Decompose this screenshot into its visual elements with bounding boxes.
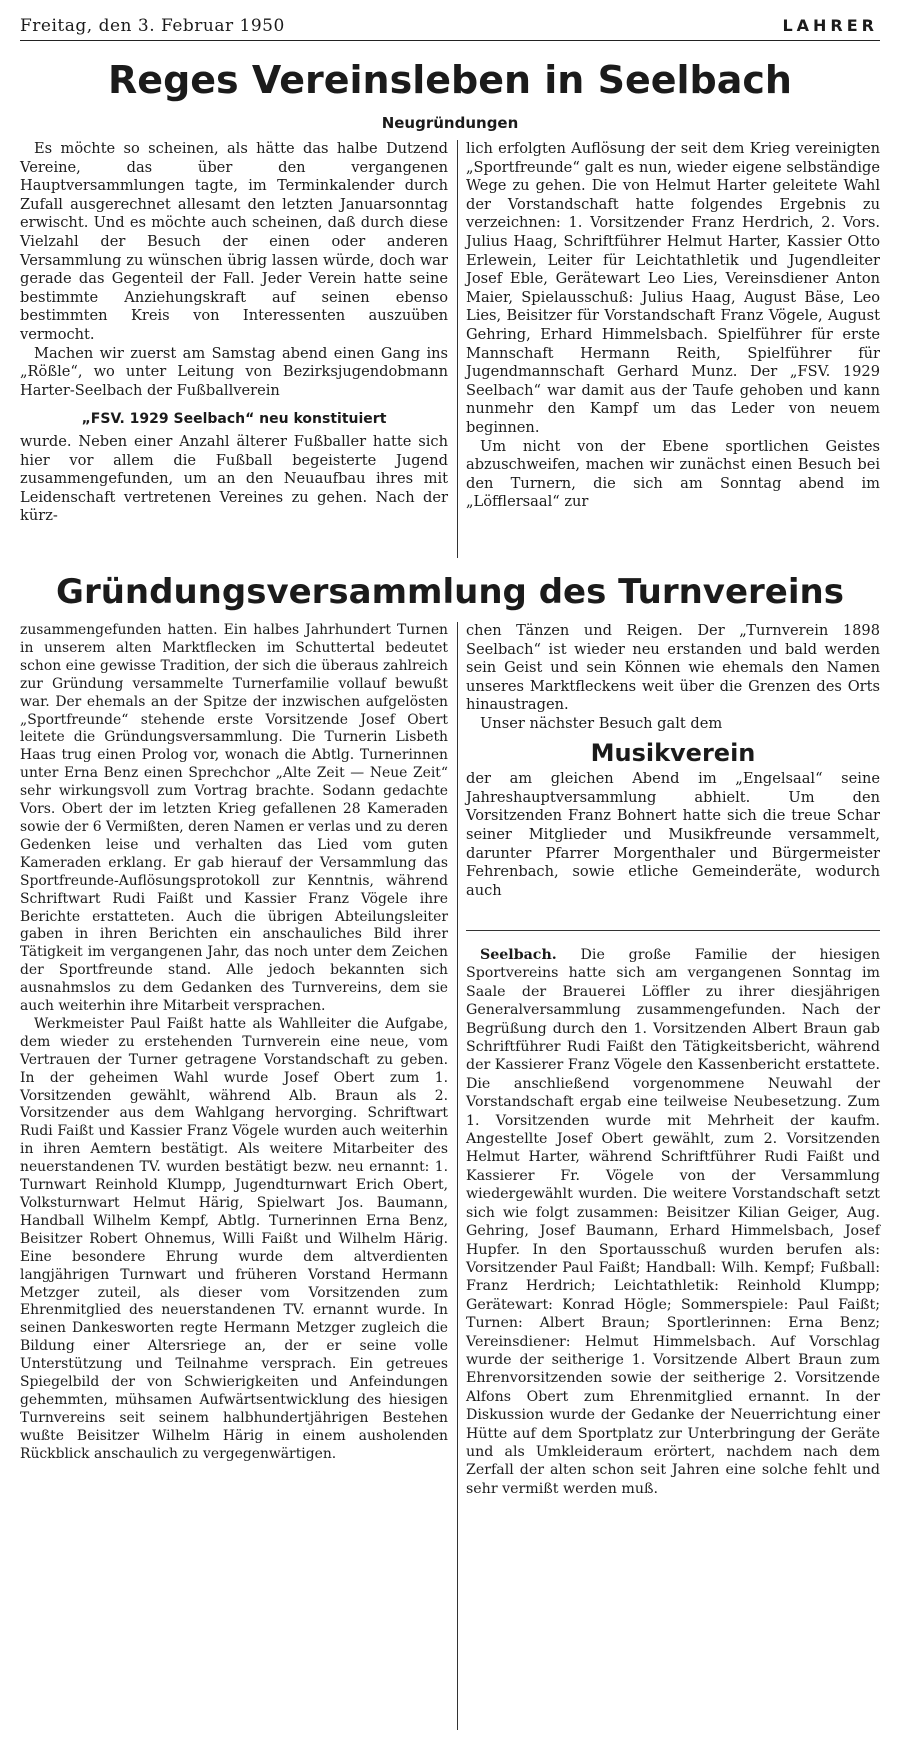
paragraph: chen Tänzen und Reigen. Der „Turnverein 1898 Seelbach“ ist wieder neu erstanden und bald werden sein Geist und sein Können wie ehemals den Namen unseres Marktfleckens weit über die Grenzen des Orts hinaustragen. [466,622,880,714]
article-divider [466,930,880,931]
article3-text: Die große Familie der hiesigen Sportvereins hatte sich am vergangenen Sonntag im Saale der Brauerei Löffler zu ihrer diesjährigen Generalversammlung zusammengefunden. Nach der Begrüßung durch den 1. Vorsitzenden Albert Braun gab Schriftführer Rudi Faißt den Tätigkeitsbericht, während der Kassierer Franz Vögele den Kassenbericht erstattete. Die anschließend vorgenommene Neuwahl der Vorstandschaft ergab eine teilweise Neubesetzung. Zum 1. Vorsitzenden wurde mit Mehrheit der kaufm. Angestellte Josef Obert gewählt, zum 2. Vorsitzenden Helmut Harter, während Schriftführer Rudi Faißt und Kassierer Fr. Vögele von der Versammlung wiedergewählt wurden. Die weitere Vorstandschaft setzt sich wie folgt zusammen: Beisitzer Kilian Geiger, Aug. Gehring, Josef Baumann, Erhard Himmelsbach, Josef Hupfer. In den Sportausschuß wurden berufen als: Vorsitzender Paul Faißt; Handball: Wilh. Kempf; Fußball: Franz Herdrich; Leichtathletik: Reinhold Klumpp; Gerätewart: Konrad Högle; Sommerspiele: Paul Faißt; Turnen: Albert Braun; Sportlerinnen: Erna Benz; Vereinsdiener: Helmut Himmelsbach. Auf Vorschlag wurde der seitherige 1. Vorsitzende Albert Braun zum Ehrenvorsitzenden sowie der seitherige 2. Vorsitzende Alfons Obert zum Ehrenmitglied ernannt. In der Diskussion wurde der Gedanke der Neuerrichtung einer Hütte auf dem Sportplatz zur Unterbringung der Geräte und als Umkleideraum erörtert, nachdem nach dem Zerfall der alten schon seit Jahren eine solche fehlt und sehr vermißt werden muß. [466,947,880,1497]
header-rule [20,40,880,41]
paragraph [466,946,880,1498]
paragraph: zusammengefunden hatten. Ein halbes Jahrhundert Turnen in unserem alten Marktflecken im Schuttertal bedeutet schon eine gewisse Tradition, der sich die überaus zahlreich zur Gründung versammelte Turnerfamilie vollauf bewußt war. Der ehemals an der Spitze der inzwischen aufgelösten „Sportfreunde“ stehende erste Vorsitzende Josef Obert leitete die Gründungsversammlung. Die Turnerin Lisbeth Haas trug einen Prolog vor, wonach die Abtlg. Turnerinnen unter Erna Benz einen Sprechchor „Alte Zeit — Neue Zeit“ sehr wirkungsvoll zum Vortrag brachte. Sodann gedachte Vors. Obert der im letzten Krieg gefallenen 28 Kameraden sowie der 6 Vermißten, deren Namen er verlas und zu deren Gedenken leise und verhalten das Lied vom guten Kameraden erklang. Er gab hierauf der Versammlung das Sportfreunde-Auflösungsprotokoll zur Kenntnis, während Schriftwart Rudi Faißt und Kassier Franz Vögele ihre Berichte erstatteten. Auch die übrigen Abteilungsleiter gaben in ihren Berichten ein anschauliches Bild ihrer Tätigkeit im vergangenen Jahr, das noch unter dem Zeichen der Sportfreunde stand. Alle jedoch bekannten sich ausnahmslos zu dem Gedanken des Turnvereins, dem sie auch weiterhin ihre Mitarbeit versprachen. [20,622,448,1015]
paragraph: Um nicht von der Ebene sportlichen Geistes abzuschweifen, machen wir zunächst einen Besuch bei den Turnern, die sich am Sonntag abend im „Löfflersaal“ zur [466,437,880,511]
article1-right-column [466,140,880,512]
headline-vereinsleben: Reges Vereinsleben in Seelbach [108,58,792,102]
article2-right-column [466,622,880,900]
paragraph: Es möchte so scheinen, als hätte das halbe Dutzend Vereine, das über den vergangenen Hauptversammlungen tagte, im Terminkalender durch Zufall ausgerechnet allesamt den letzten Januarsonntag erwischt. Und es möchte auch scheinen, daß durch diese Vielzahl der Besuch der einen oder anderen Versammlung zu wünschen übrig lassen würde, doch war gerade das Gegenteil der Fall. Jeder Verein hatte seine bestimmte Anziehungskraft auf seinen ebenso bestimmten Kreis von Interessenten auszuüben vermocht. [20,140,448,343]
dateline: Seelbach. [480,947,557,963]
article3-column [466,946,880,1498]
page-header [20,14,878,36]
headline-turnverein: Gründungsversammlung des Turnvereins [56,572,844,612]
paragraph: lich erfolgten Auflösung der seit dem Krieg vereinigten „Sportfreunde“ galt es nun, wieder eigene selbständige Wege zu gehen. Die von Helmut Harter geleitete Wahl der Vorstandschaft hatte folgendes Ergebnis zu verzeichnen: 1. Vorsitzender Franz Herdrich, 2. Vors. Julius Haag, Schriftführer Helmut Harter, Kassier Otto Erlewein, Leiter für Leichtathletik und Jugendleiter Josef Eble, Gerätewart Leo Lies, Vereinsdiener Anton Maier, Spielausschuß: Julius Haag, August Bäse, Leo Lies, Beisitzer für Vorstandschaft Franz Vögele, August Gehring, Erhard Himmelsbach. Spielführer für erste Mannschaft Hermann Reith, Spielführer für Jugendmannschaft Gerhard Munz. Der „FSV. 1929 Seelbach“ war damit aus der Taufe gehoben und kann nunmehr den Kampf um das Leder von neuem beginnen. [466,140,880,436]
article2-left-column [20,622,448,1464]
paragraph: der am gleichen Abend im „Engelsaal“ seine Jahreshauptversammlung abhielt. Um den Vorsitzenden Franz Bohnert hatte sich die treue Schar seiner Mitglieder und Musikfreunde versammelt, darunter Pfarrer Morgenthaler und Bürgermeister Fehrenbach, sowie etliche Gemeinderäte, wodurch auch [466,770,880,899]
issue-date: Freitag, den 3. Februar 1950 [20,16,285,36]
headline-musikverein: Musikverein [590,738,756,767]
section-subhead-fsv: „FSV. 1929 Seelbach“ neu konstituiert [81,411,387,428]
paragraph: Unser nächster Besuch galt dem [480,714,723,732]
column-divider [457,140,458,558]
newspaper-name: LAHRER [782,16,878,35]
paragraph: Werkmeister Paul Faißt hatte als Wahlleiter die Aufgabe, dem wieder zu erstehenden Turnverein eine neue, vom Vertrauen der Turner getragene Vorstandschaft zu geben. In der geheimen Wahl wurde Josef Obert zum 1. Vorsitzenden gewählt, während Alb. Braun als 2. Vorsitzender aus dem Wahlgang hervorging. Schriftwart Rudi Faißt und Kassier Franz Vögele wurden auch weiterhin in ihren Aemtern bestätigt. Als weitere Mitarbeiter des neuerstandenen TV. wurden bestätigt bezw. neu ernannt: 1. Turnwart Reinhold Klumpp, Jugendturnwart Erich Obert, Volksturnwart Helmut Härig, Spielwart Jos. Baumann, Handball Wilhelm Kempf, Abtlg. Turnerinnen Erna Benz, Beisitzer Robert Ohnemus, Willi Faißt und Wilhelm Härig. Eine besondere Ehrung wurde dem altverdienten langjährigen Turnwart und früheren Vorstand Hermann Metzger zuteil, als dieser vom Vorsitzenden zum Ehrenmitglied des neuerstandenen TV. ernannt wurde. In seinen Dankesworten regte Hermann Metzger zugleich die Bildung einer Altersriege an, der er seine volle Unterstützung und Teilnahme versprach. Ein getreues Spiegelbild der von Schwierigkeiten und Anfeindungen gehemmten, mühsamen Aufwärtsentwicklung des hiesigen Turnvereins seit seinem halbhundertjährigen Bestehen wußte Beisitzer Wilhelm Härig in einem ausholenden Rückblick anschaulich zu vergegenwärtigen. [20,1015,448,1462]
subheadline-neugruendungen: Neugründungen [381,114,519,132]
column-divider [457,622,458,1730]
paragraph: wurde. Neben einer Anzahl älterer Fußballer hatte sich hier vor allem die Fußball begeisterte Jugend zusammengefunden, um an den Neuaufbau ihres mit Leidenschaft vertretenen Vereines zu gehen. Nach der kürz- [20,432,448,525]
article1-left-column [20,140,448,526]
paragraph: Machen wir zuerst am Samstag abend einen Gang ins „Rößle“, wo unter Leitung von Bezirksjugendobmann Harter-Seelbach der Fußballverein [20,344,448,399]
